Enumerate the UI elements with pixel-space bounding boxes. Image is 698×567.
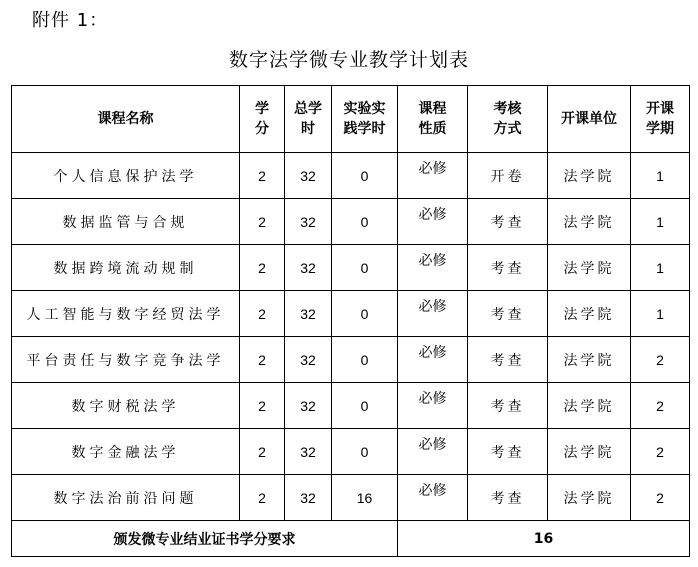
course-name: 数字法治前沿问题 (12, 475, 240, 521)
assessment-cell: 考查 (468, 383, 548, 429)
lab-hours-cell: 0 (332, 291, 398, 337)
credits-cell: 2 (240, 153, 285, 199)
semester-cell: 1 (631, 245, 690, 291)
table-row (12, 199, 690, 245)
course-nature-cell: 必修 (398, 475, 468, 521)
total-hours-cell: 32 (285, 475, 332, 521)
total-hours-cell: 32 (285, 337, 332, 383)
course-name: 数字财税法学 (12, 383, 240, 429)
course-nature-cell: 必修 (398, 383, 468, 429)
assessment-cell: 考查 (468, 429, 548, 475)
total-hours-cell: 32 (285, 199, 332, 245)
lab-hours-cell: 0 (332, 153, 398, 199)
department-cell: 法学院 (548, 337, 631, 383)
semester-cell: 2 (631, 475, 690, 521)
table-row (12, 291, 690, 337)
department-cell: 法学院 (548, 383, 631, 429)
lab-hours-cell: 16 (332, 475, 398, 521)
department-cell: 法学院 (548, 199, 631, 245)
course-name: 数据监管与合规 (12, 199, 240, 245)
course-name: 个人信息保护法学 (12, 153, 240, 199)
total-hours-cell: 32 (285, 291, 332, 337)
department-cell: 法学院 (548, 475, 631, 521)
course-nature-cell: 必修 (398, 337, 468, 383)
semester-cell: 1 (631, 199, 690, 245)
lab-hours-cell: 0 (332, 337, 398, 383)
course-nature-cell: 必修 (398, 291, 468, 337)
credit-requirement-row (12, 521, 690, 557)
department-cell: 法学院 (548, 245, 631, 291)
course-nature-cell: 必修 (398, 199, 468, 245)
department-cell: 法学院 (548, 429, 631, 475)
semester-cell: 2 (631, 337, 690, 383)
table-row (12, 245, 690, 291)
credits-cell: 2 (240, 337, 285, 383)
semester-cell: 1 (631, 153, 690, 199)
lab-hours-cell: 0 (332, 429, 398, 475)
lab-hours-cell: 0 (332, 245, 398, 291)
course-nature-cell: 必修 (398, 153, 468, 199)
page-title: 数字法学微专业教学计划表 (228, 49, 469, 71)
credits-cell: 2 (240, 199, 285, 245)
lab-hours-cell: 0 (332, 383, 398, 429)
table-row (12, 153, 690, 199)
header-total-hours: 总学 时 (285, 86, 332, 153)
credit-requirement-value: 16 (398, 521, 690, 557)
header-course-name: 课程名称 (12, 86, 240, 153)
credit-requirement-label: 颁发微专业结业证书学分要求 (12, 521, 398, 557)
assessment-cell: 考查 (468, 475, 548, 521)
table-row (12, 383, 690, 429)
table-row (12, 429, 690, 475)
header-assessment: 考核 方式 (468, 86, 548, 153)
total-hours-cell: 32 (285, 429, 332, 475)
header-credits: 学 分 (240, 86, 285, 153)
assessment-cell: 考查 (468, 291, 548, 337)
course-nature-cell: 必修 (398, 429, 468, 475)
course-nature-cell: 必修 (398, 245, 468, 291)
semester-cell: 1 (631, 291, 690, 337)
semester-cell: 2 (631, 429, 690, 475)
header-department: 开课单位 (548, 86, 631, 153)
credits-cell: 2 (240, 383, 285, 429)
attachment-label: 附件 1： (32, 10, 109, 31)
lab-hours-cell: 0 (332, 199, 398, 245)
course-name: 数字金融法学 (12, 429, 240, 475)
table-row (12, 337, 690, 383)
header-row (12, 86, 690, 153)
assessment-cell: 考查 (468, 337, 548, 383)
credits-cell: 2 (240, 291, 285, 337)
assessment-cell: 开卷 (468, 153, 548, 199)
credits-cell: 2 (240, 245, 285, 291)
total-hours-cell: 32 (285, 245, 332, 291)
assessment-cell: 考查 (468, 199, 548, 245)
assessment-cell: 考查 (468, 245, 548, 291)
credits-cell: 2 (240, 475, 285, 521)
teaching-plan-table (11, 85, 690, 557)
credits-cell: 2 (240, 429, 285, 475)
department-cell: 法学院 (548, 291, 631, 337)
header-semester: 开课 学期 (631, 86, 690, 153)
course-name: 人工智能与数字经贸法学 (12, 291, 240, 337)
department-cell: 法学院 (548, 153, 631, 199)
table-row (12, 475, 690, 521)
course-name: 平台责任与数字竞争法学 (12, 337, 240, 383)
header-course-nature: 课程 性质 (398, 86, 468, 153)
course-name: 数据跨境流动规制 (12, 245, 240, 291)
semester-cell: 2 (631, 383, 690, 429)
total-hours-cell: 32 (285, 153, 332, 199)
header-lab-hours: 实验实 践学时 (332, 86, 398, 153)
total-hours-cell: 32 (285, 383, 332, 429)
